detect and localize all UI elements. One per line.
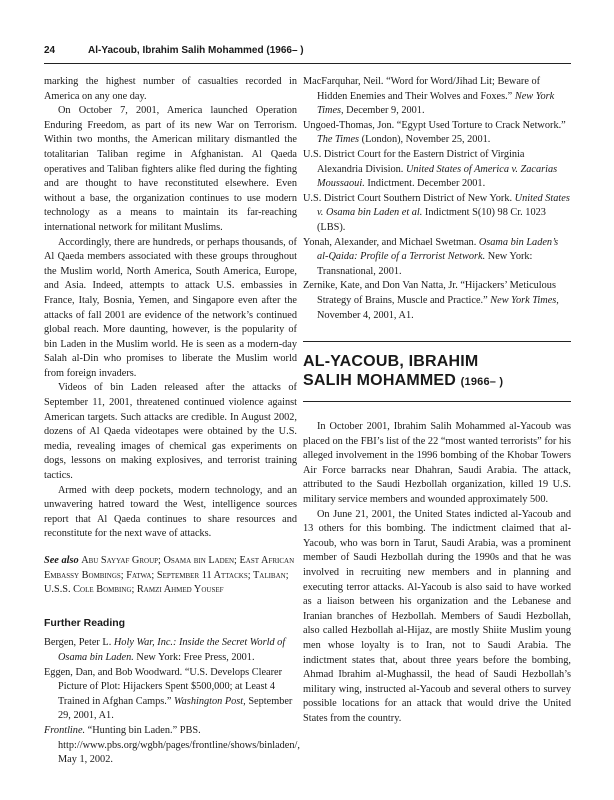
page-number: 24 [44, 45, 56, 56]
reference-text: Indictment. December 2001. [364, 178, 486, 190]
body-paragraph: On October 7, 2001, America launched Operation Enduring Freedom, as part of its new War on Terrorism. Within two months, the American military dismantled the totalitarian Taliban regime in Afghanistan. Al Qaeda operatives and Taliban fighters alike fled during the fighting and are thought to have reconstituted elsewhere. Even without a base, the organization continues to use modern technology as a means to maintain its far-reaching international network for militant Muslims. [44, 105, 297, 233]
running-title: Al-Yacoub, Ibrahim Salih Mohammed (1966– ) [88, 45, 304, 56]
reference-text: September 29, 2001, A1. [58, 695, 293, 722]
reference-text: Indictment S(10) 98 Cr. 1023 (LBS). [317, 207, 546, 233]
reference-text: Ungoed-Thomas, Jon. “Egypt Used Torture to Crack Network.” [303, 119, 566, 131]
entry-title [303, 352, 571, 392]
reference-title: United States v. Osama bin Laden et al. [317, 192, 570, 219]
reference-entry [44, 636, 297, 665]
reference-text: December 9, 2001. [343, 105, 425, 117]
reference-text: Yonah, Alexander, and Michael Swetman. [303, 236, 479, 248]
reference-text: New York: Transnational, 2001. [317, 251, 533, 277]
reference-text: “Hunting bin Laden.” PBS. http://www.pbs.org/wgbh/pages/frontline/shows/binladen/, May 1, 2002. [58, 724, 300, 766]
reference-title: Frontline. [44, 724, 86, 736]
reference-entry [303, 192, 571, 236]
entry-bottom-rule [303, 401, 571, 402]
reference-text: U.S. District Court for the Eastern District of Virginia Alexandria Division. [303, 148, 525, 175]
see-also-items: Abu Sayyaf Group; Osama bin Laden; East African Embassy Bombings; Fatwa; September 11 Attacks; Taliban; U.S.S. Cole Bombing; Ramzi Ahmed Yousef [44, 555, 295, 596]
reference-entry [303, 148, 571, 192]
reference-title: Osama bin Laden’s al-Qaida: Profile of a Terrorist Network. [317, 236, 559, 263]
body-paragraph: On June 21, 2001, the United States indicted al-Yacoub and 13 others for this bombing. The indictment claimed that al-Yacoub, who was born in Tarut, Saudi Arabia, was a prominent member of Saudi Hezbollah during the 1990s and that he was involved in recruiting new members and in planning and executing terror attacks. Al-Yacoub is also said to have worked as a liaison between his organization and the Lebanese and Iranian branches of Hezbollah. Members of Saudi Hezbollah, also called Hezbollah al-Hijaz, are mostly Shiite Muslim young men whose loyalty is to Iran, not to Saudi Arabia. The indictment states that, about three years before the bombing, Ahmad Ibrahim al-Mughassil, the head of Saudi Hezbollah’s military wing, instructed al-Yacoub and several others to survey possible locations for an attack that would drive the United States from the country. [303, 508, 571, 724]
reference-text: November 4, 2001, A1. [317, 309, 414, 321]
entry-title-name: SALIH MOHAMMED [303, 372, 457, 390]
reference-text: Zernike, Kate, and Don Van Natta, Jr. “Hijackers’ Meticulous Strategy of Brains, Muscle and Practice.” [303, 280, 556, 306]
reference-text: (London), November 25, 2001. [359, 134, 491, 146]
reference-text: New York: Free Press, 2001. [133, 651, 255, 663]
reference-title: New York Times, [490, 294, 559, 306]
reference-title: Washington Post, [174, 695, 246, 707]
body-paragraph: Armed with deep pockets, modern technology, and an unwavering hatred toward the West, intelligence sources report that Al Qaeda continues to share resources and reconstitute for the next wave of attacks. [44, 484, 297, 540]
right-column [303, 75, 571, 727]
reference-entry [303, 75, 571, 119]
entry-title-line: AL-YACOUB, IBRAHIM [303, 353, 479, 371]
reference-title: Holy War, Inc.: Inside the Secret World of Osama bin Laden. [58, 637, 286, 663]
reference-text: Bergen, Peter L. [44, 637, 114, 649]
reference-title: The Times [317, 134, 360, 146]
body-paragraph: Videos of bin Laden released after the attacks of September 11, 2001, threatened continued violence against American targets. Such attacks are credible. In August 2002, dozens of Al Qaeda videotapes were obtained by the U.S. media, revealing images of chemical gas experiments on dogs, lessons on making explosives, and terrorist training tactics. [44, 382, 297, 482]
entry-dates: (1966– ) [460, 376, 504, 389]
reference-text: Eggen, Dan, and Bob Woodward. “U.S. Develops Clearer Picture of Plot: Hijackers Spent $500,000; at Least 4 Trained in Afghan Camps.” [44, 666, 283, 707]
see-also [44, 554, 297, 598]
reference-entry [44, 724, 300, 768]
see-also-label: See also [44, 555, 79, 566]
reference-text: U.S. District Court Southern District of New York. [303, 192, 515, 204]
entry-title-line-2 [303, 371, 571, 392]
reference-title: United States of America v. Zacarias Moussaoui. [317, 163, 558, 190]
reference-title: New York Times, [317, 90, 555, 117]
body-paragraph: marking the highest number of casualties recorded in America on any one day. [44, 76, 297, 102]
body-paragraph: Accordingly, there are hundreds, or perhaps thousands, of Al Qaeda members associated with these groups throughout the Muslim world, North America, South America, Europe, and Asia. Indeed, attempts to attack U.S. embassies in France, Italy, Bosnia, Yemen, and Singapore even after the attacks of fall 2001 are evidence of the network’s continued global reach. More daunting, however, is the popularity of bin Laden in the Muslim world. He is seen as a modern-day Salah al-Din who promises to liberate the Muslim world from foreign invaders. [44, 236, 297, 379]
reference-entry [303, 119, 571, 148]
running-header [44, 43, 571, 61]
body-paragraph: In October 2001, Ibrahim Salih Mohammed al-Yacoub was placed on the FBI’s list of the 22 “most wanted terrorists” for his alleged involvement in the 1996 bombing of the Khobar Towers Air Force barracks near Dhahran, Saudi Arabia. The attack, attributed to the Saudi Hezbollah organization, killed 19 U.S. military service members and wounded approximately 500. [303, 421, 571, 506]
left-column [44, 75, 300, 768]
further-reading-heading: Further Reading [44, 616, 126, 629]
reference-entry [44, 666, 297, 724]
header-rule [44, 63, 571, 64]
entry-top-rule [303, 341, 571, 342]
reference-text: MacFarquhar, Neil. “Word for Word/Jihad Lit; Beware of Hidden Enemies and Their Wolves and Foxes.” [303, 76, 541, 102]
reference-entry [303, 279, 571, 323]
reference-entry [303, 236, 571, 280]
